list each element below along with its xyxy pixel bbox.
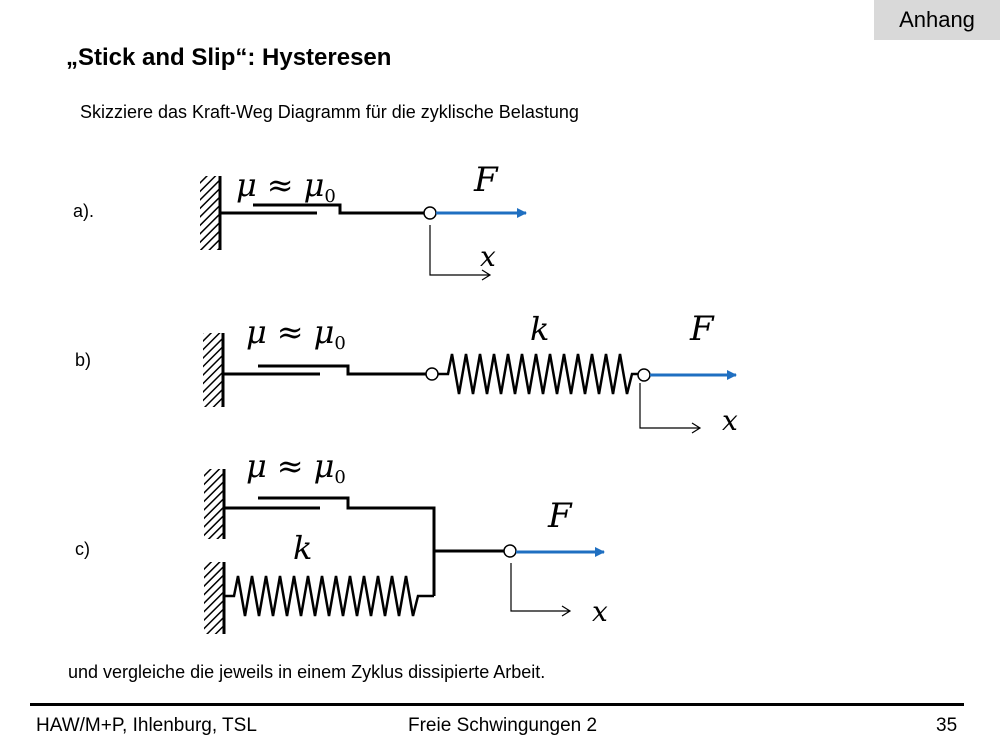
node-point [638,369,650,381]
force-label: F [548,496,572,536]
footer-author: HAW/M+P, Ihlenburg, TSL [36,715,257,736]
friction-coefficient-label: μ ≈ μ0 [246,313,346,354]
slide-title: „Stick and Slip“: Hysteresen [66,44,392,71]
displacement-axis [640,383,700,433]
case-b-label: b) [75,350,92,370]
node-point [504,545,516,557]
friction-element [220,205,425,213]
closing-text: und vergleiche die jeweils in einem Zyklus dissipierte Arbeit. [68,662,546,682]
spring-constant-label: k [293,529,313,567]
wall-support [200,176,220,250]
spring-constant-label: k [530,310,550,348]
wall-support-upper [204,469,224,539]
force-label: F [474,160,498,200]
footer-divider [30,703,964,706]
displacement-label: x [592,595,608,628]
instruction-text: Skizziere das Kraft-Weg Diagramm für die zyklische Belastung [80,102,579,122]
spring [438,354,638,394]
friction-coefficient-label: μ ≈ μ0 [246,447,346,488]
page-number: 35 [936,715,958,736]
case-a-diagram [200,160,526,280]
node-point [424,207,436,219]
spring [224,576,434,616]
section-tag: Anhang [874,0,1000,40]
case-b-diagram [203,309,738,437]
displacement-label: x [722,404,738,437]
case-a-label: a). [73,201,95,221]
displacement-label: x [480,240,496,273]
case-c-diagram [204,447,608,634]
friction-element [224,498,434,596]
wall-support-lower [204,562,224,634]
wall-support [203,333,223,407]
force-label: F [690,309,714,349]
displacement-axis [511,563,570,616]
footer-course: Freie Schwingungen 2 [408,715,598,736]
case-c-label: c) [75,539,90,559]
friction-element [223,366,427,374]
friction-coefficient-label: μ ≈ μ0 [236,166,336,207]
node-point [426,368,438,380]
